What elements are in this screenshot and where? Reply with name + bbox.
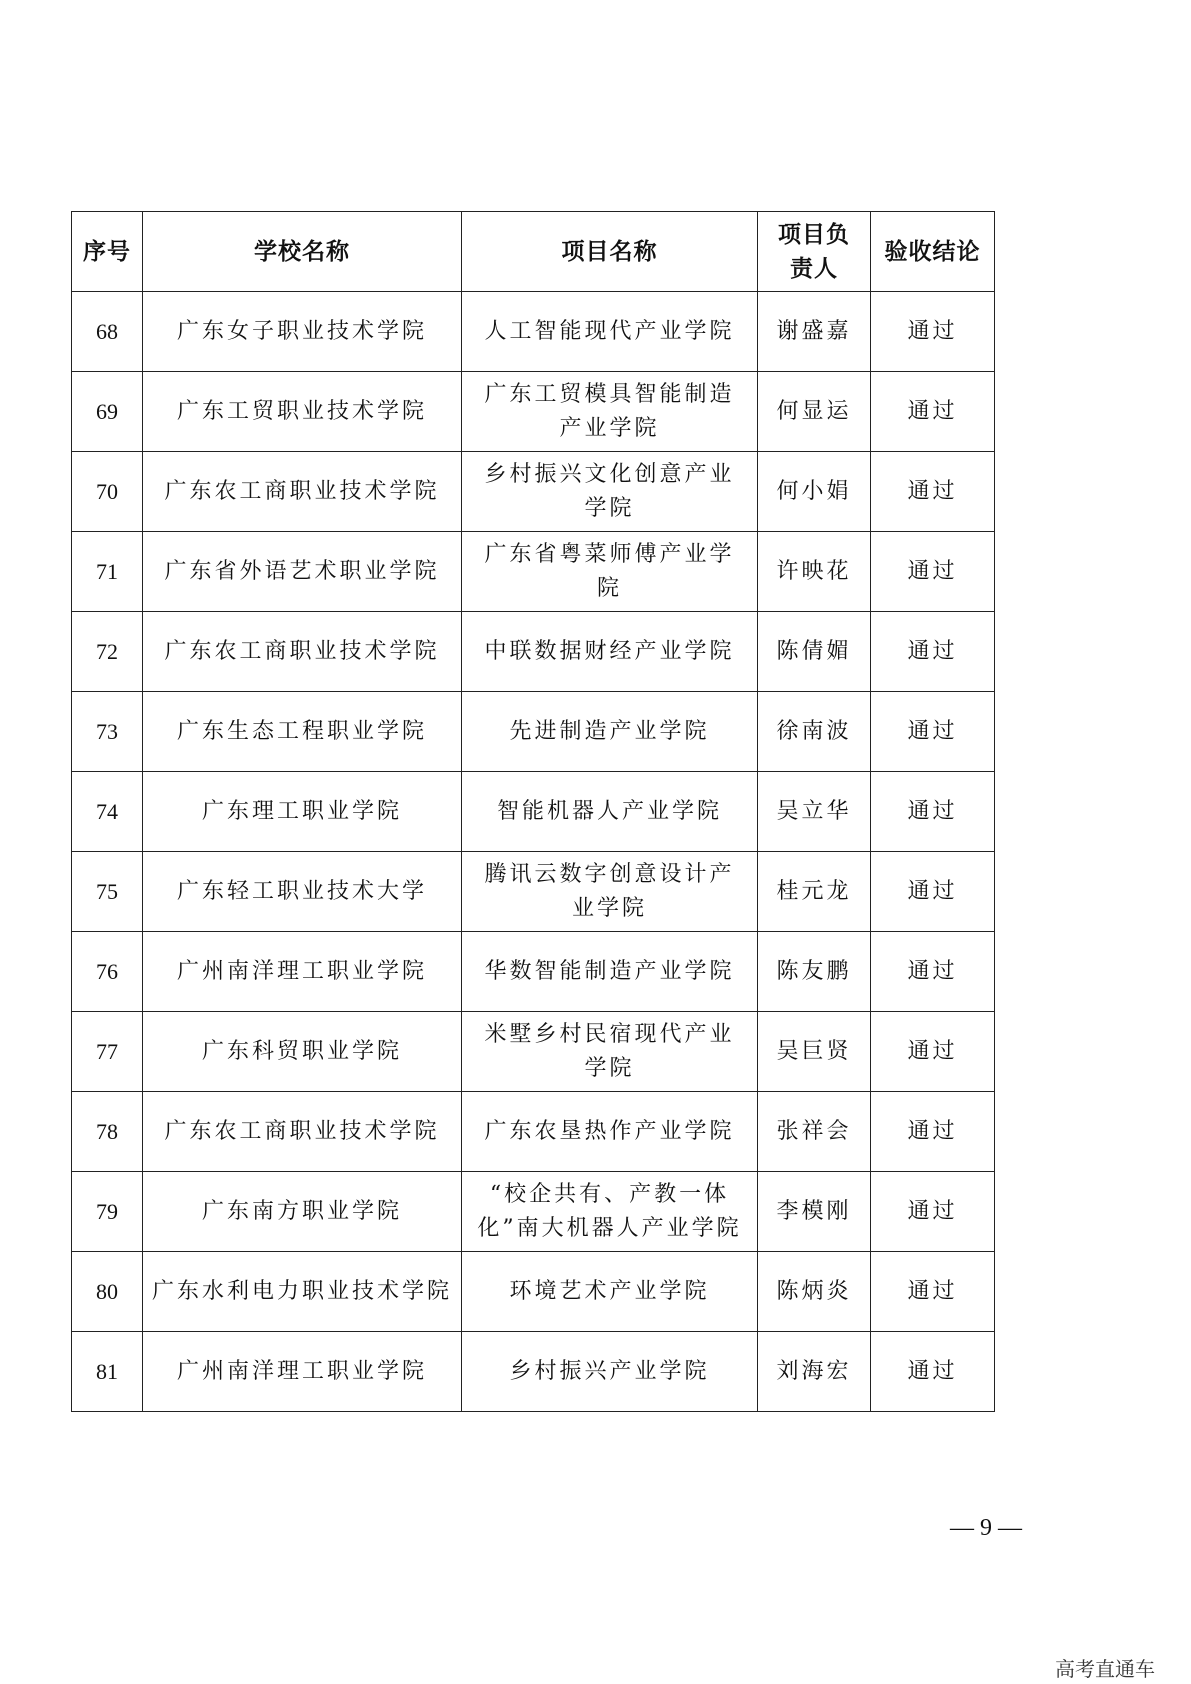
cell-index: 72 <box>72 612 143 692</box>
header-project-name: 项目名称 <box>462 212 758 292</box>
cell-index: 73 <box>72 692 143 772</box>
cell-index: 69 <box>72 372 143 452</box>
table-row <box>72 1172 995 1252</box>
table-row <box>72 292 995 372</box>
cell-project-name: 智能机器人产业学院 <box>462 772 758 852</box>
cell-school-name: 广东农工商职业技术学院 <box>143 612 462 692</box>
table-header-row <box>72 212 995 292</box>
cell-acceptance-result: 通过 <box>871 852 995 932</box>
cell-school-name: 广东生态工程职业学院 <box>143 692 462 772</box>
cell-project-name: 腾讯云数字创意设计产业学院 <box>462 852 758 932</box>
page-number: — 9 — <box>950 1515 1022 1541</box>
cell-index: 76 <box>72 932 143 1012</box>
header-index: 序号 <box>72 212 143 292</box>
cell-acceptance-result: 通过 <box>871 292 995 372</box>
cell-acceptance-result: 通过 <box>871 1012 995 1092</box>
table-row <box>72 532 995 612</box>
cell-index: 77 <box>72 1012 143 1092</box>
cell-acceptance-result: 通过 <box>871 372 995 452</box>
cell-acceptance-result: 通过 <box>871 692 995 772</box>
cell-index: 81 <box>72 1332 143 1412</box>
table-row <box>72 372 995 452</box>
cell-school-name: 广东农工商职业技术学院 <box>143 1092 462 1172</box>
cell-school-name: 广东女子职业技术学院 <box>143 292 462 372</box>
cell-project-leader: 陈倩媚 <box>758 612 871 692</box>
cell-project-leader: 徐南波 <box>758 692 871 772</box>
cell-school-name: 广州南洋理工职业学院 <box>143 932 462 1012</box>
header-school-name: 学校名称 <box>143 212 462 292</box>
cell-index: 79 <box>72 1172 143 1252</box>
cell-project-leader: 桂元龙 <box>758 852 871 932</box>
cell-acceptance-result: 通过 <box>871 772 995 852</box>
cell-project-name: 人工智能现代产业学院 <box>462 292 758 372</box>
cell-school-name: 广东南方职业学院 <box>143 1172 462 1252</box>
cell-acceptance-result: 通过 <box>871 532 995 612</box>
cell-project-name: 广东省粤菜师傅产业学院 <box>462 532 758 612</box>
cell-project-leader: 陈炳炎 <box>758 1252 871 1332</box>
cell-acceptance-result: 通过 <box>871 1172 995 1252</box>
cell-acceptance-result: 通过 <box>871 1092 995 1172</box>
cell-project-leader: 许映花 <box>758 532 871 612</box>
cell-project-name: 先进制造产业学院 <box>462 692 758 772</box>
table-row <box>72 1332 995 1412</box>
cell-project-name: 环境艺术产业学院 <box>462 1252 758 1332</box>
table-row <box>72 452 995 532</box>
table-row <box>72 1092 995 1172</box>
cell-school-name: 广东轻工职业技术大学 <box>143 852 462 932</box>
cell-project-name: “校企共有、产教一体化”南大机器人产业学院 <box>462 1172 758 1252</box>
watermark: 高考直通车 <box>1055 1657 1155 1681</box>
cell-index: 78 <box>72 1092 143 1172</box>
cell-project-name: 乡村振兴产业学院 <box>462 1332 758 1412</box>
cell-project-leader: 李模刚 <box>758 1172 871 1252</box>
acceptance-results-table <box>71 211 995 1412</box>
table-row <box>72 692 995 772</box>
cell-project-name: 米墅乡村民宿现代产业学院 <box>462 1012 758 1092</box>
cell-school-name: 广东农工商职业技术学院 <box>143 452 462 532</box>
cell-project-leader: 谢盛嘉 <box>758 292 871 372</box>
cell-school-name: 广东理工职业学院 <box>143 772 462 852</box>
cell-project-leader: 陈友鹏 <box>758 932 871 1012</box>
cell-project-leader: 刘海宏 <box>758 1332 871 1412</box>
cell-acceptance-result: 通过 <box>871 612 995 692</box>
cell-index: 80 <box>72 1252 143 1332</box>
cell-index: 74 <box>72 772 143 852</box>
cell-acceptance-result: 通过 <box>871 932 995 1012</box>
cell-project-leader: 张祥会 <box>758 1092 871 1172</box>
cell-project-leader: 何显运 <box>758 372 871 452</box>
cell-school-name: 广东水利电力职业技术学院 <box>143 1252 462 1332</box>
cell-project-name: 中联数据财经产业学院 <box>462 612 758 692</box>
table-row <box>72 612 995 692</box>
cell-school-name: 广东省外语艺术职业学院 <box>143 532 462 612</box>
table-row <box>72 852 995 932</box>
cell-school-name: 广东科贸职业学院 <box>143 1012 462 1092</box>
cell-acceptance-result: 通过 <box>871 1332 995 1412</box>
cell-project-leader: 吴巨贤 <box>758 1012 871 1092</box>
cell-acceptance-result: 通过 <box>871 1252 995 1332</box>
cell-index: 68 <box>72 292 143 372</box>
cell-project-name: 乡村振兴文化创意产业学院 <box>462 452 758 532</box>
cell-school-name: 广东工贸职业技术学院 <box>143 372 462 452</box>
cell-index: 70 <box>72 452 143 532</box>
table-row <box>72 932 995 1012</box>
table-row <box>72 1252 995 1332</box>
header-project-leader: 项目负责人 <box>758 212 871 292</box>
cell-project-leader: 吴立华 <box>758 772 871 852</box>
cell-project-leader: 何小娟 <box>758 452 871 532</box>
header-acceptance-result: 验收结论 <box>871 212 995 292</box>
cell-acceptance-result: 通过 <box>871 452 995 532</box>
cell-school-name: 广州南洋理工职业学院 <box>143 1332 462 1412</box>
cell-project-name: 广东工贸模具智能制造产业学院 <box>462 372 758 452</box>
cell-project-name: 广东农垦热作产业学院 <box>462 1092 758 1172</box>
cell-index: 75 <box>72 852 143 932</box>
table-row <box>72 1012 995 1092</box>
cell-index: 71 <box>72 532 143 612</box>
table-row <box>72 772 995 852</box>
cell-project-name: 华数智能制造产业学院 <box>462 932 758 1012</box>
